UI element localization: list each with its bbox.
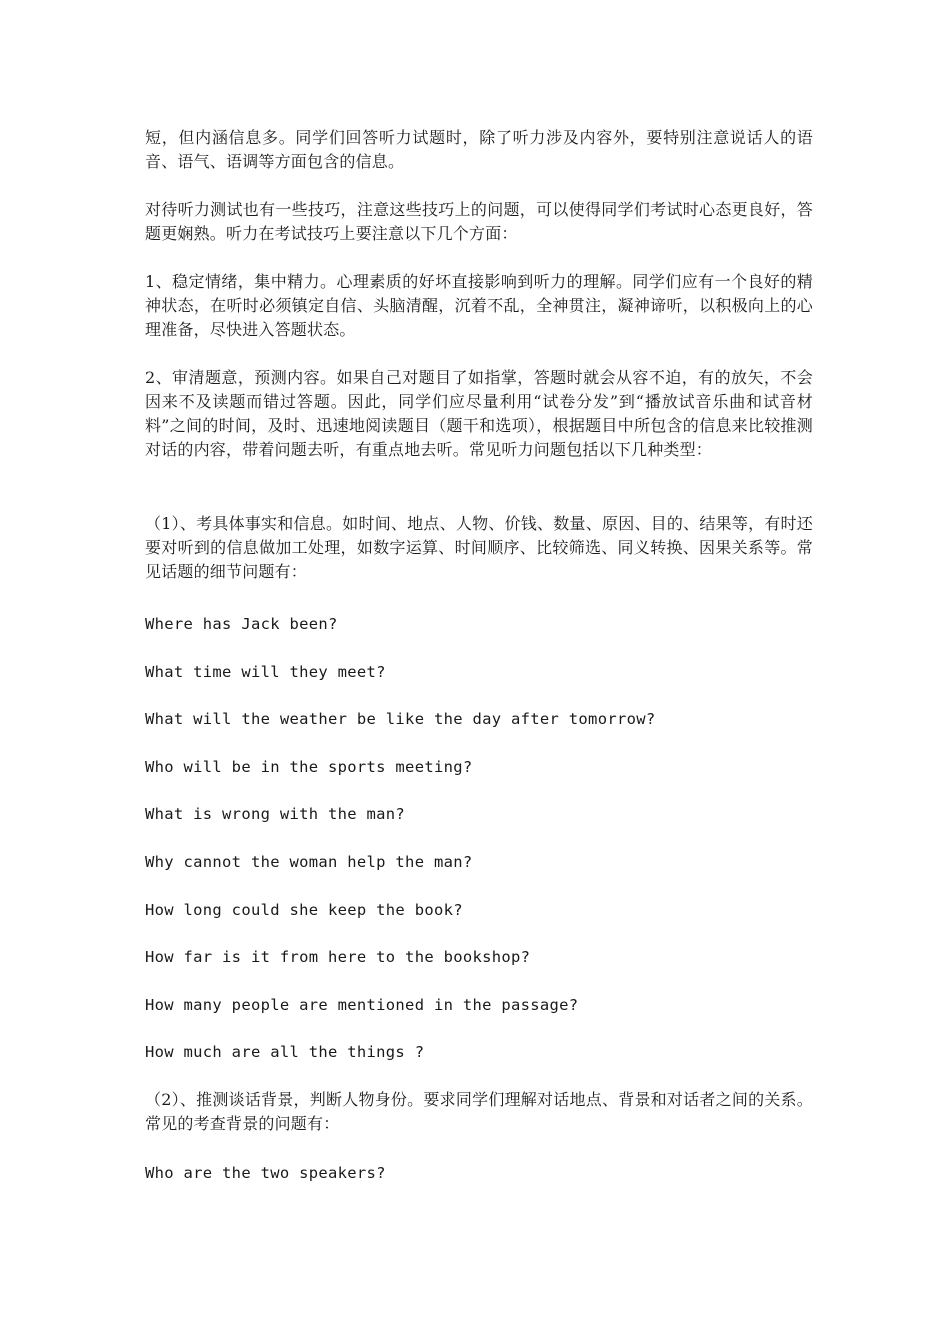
question-line: What will the weather be like the day after tomorrow?: [145, 710, 656, 728]
paragraph-point-2: 2、审清题意，预测内容。如果自己对题目了如指掌，答题时就会从容不迫，有的放矢，不会因来不及读题而错过答题。因此，同学们应尽量利用“试卷分发”到“播放试音乐曲和试音材料”之间的时间，及时、迅速地阅读题目（题干和选项），根据题目中所包含的信息来比较推测对话的内容，带着问题去听，有重点地去听。常见听力问题包括以下几种类型：: [145, 368, 813, 459]
question-line: What time will they meet?: [145, 663, 386, 681]
paragraph-intro: 短，但内涵信息多。同学们回答听力试题时，除了听力涉及内容外，要特别注意说话人的语音、语气、语调等方面包含的信息。: [145, 128, 813, 171]
paragraph-techniques: 对待听力测试也有一些技巧，注意这些技巧上的问题，可以使得同学们考试时心态更良好，答题更娴熟。听力在考试技巧上要注意以下几个方面：: [145, 200, 813, 243]
question-line: Who are the two speakers?: [145, 1164, 386, 1182]
question-line: What is wrong with the man?: [145, 805, 406, 823]
question-line: Who will be in the sports meeting?: [145, 758, 473, 776]
question-line: Why cannot the woman help the man?: [145, 853, 473, 871]
question-line: How long could she keep the book?: [145, 901, 463, 919]
question-line: How far is it from here to the bookshop?: [145, 948, 531, 966]
paragraph-subpoint-1: （1）、考具体事实和信息。如时间、地点、人物、价钱、数量、原因、目的、结果等，有时还要对听到的信息做加工处理，如数字运算、时间顺序、比较筛选、同义转换、因果关系等。常见话题的细节问题有：: [145, 514, 813, 581]
paragraph-subpoint-2: （2）、推测谈话背景，判断人物身份。要求同学们理解对话地点、背景和对话者之间的关系。常见的考查背景的问题有：: [145, 1090, 813, 1133]
question-line: How many people are mentioned in the passage?: [145, 996, 579, 1014]
paragraph-point-1: 1、稳定情绪，集中精力。心理素质的好坏直接影响到听力的理解。同学们应有一个良好的精神状态，在听时必须镇定自信、头脑清醒，沉着不乱，全神贯注，凝神谛听，以积极向上的心理准备，尽快进入答题状态。: [145, 272, 813, 339]
question-line: How much are all the things ?: [145, 1043, 425, 1061]
question-line: Where has Jack been?: [145, 615, 338, 633]
